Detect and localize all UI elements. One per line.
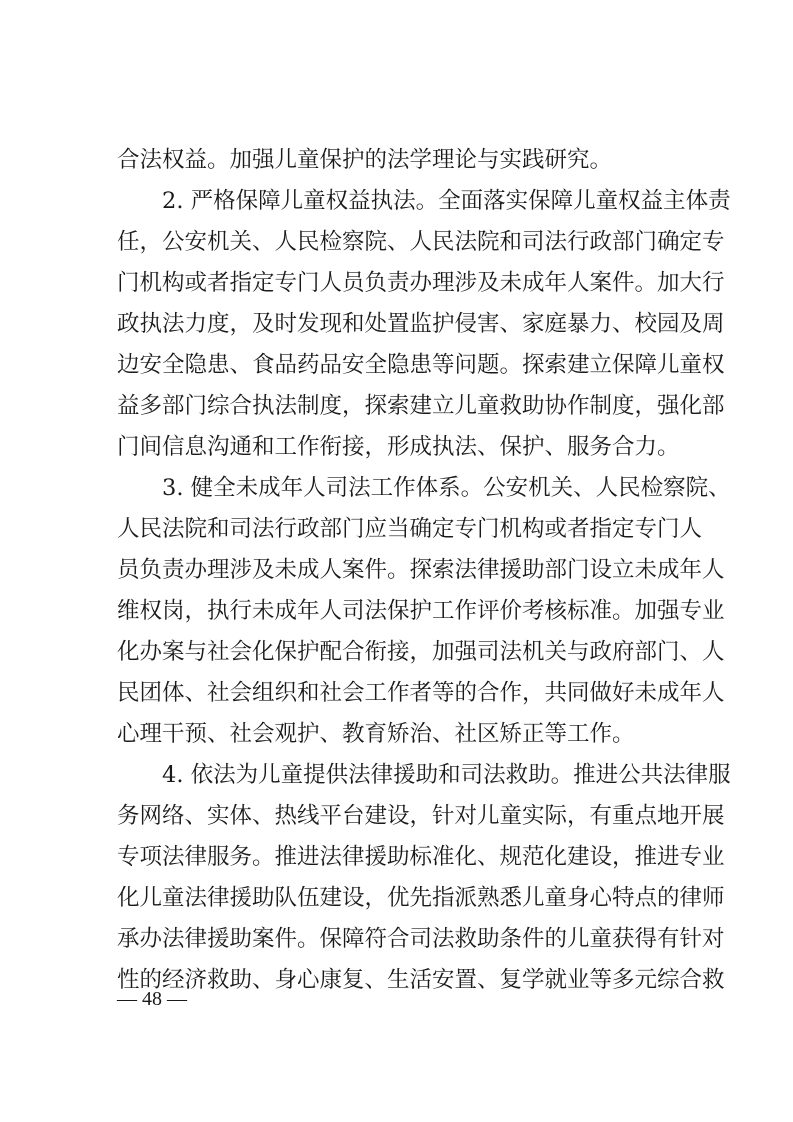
text-line: 务网络、实体、热线平台建设，针对儿童实际，有重点地开展 bbox=[117, 803, 725, 829]
text-line: 专项法律服务。推进法律援助标准化、规范化建设，推进专业 bbox=[117, 844, 725, 870]
text-line: 合法权益。加强儿童保护的法学理论与实践研究。 bbox=[117, 147, 613, 173]
text-line: 民团体、社会组织和社会工作者等的合作，共同做好未成年人 bbox=[117, 680, 725, 706]
text-line: 化办案与社会化保护配合衔接，加强司法机关与政府部门、人 bbox=[117, 639, 725, 665]
text-line: 维权岗，执行未成年人司法保护工作评价考核标准。加强专业 bbox=[117, 598, 725, 624]
text-line: 任，公安机关、人民检察院、人民法院和司法行政部门确定专 bbox=[117, 229, 725, 255]
paragraph-2-heading-line: 2. 严格保障儿童权益执法。全面落实保障儿童权益主体责 bbox=[162, 188, 731, 214]
page-number: — 48 — bbox=[117, 988, 187, 1010]
text-line: 边安全隐患、食品药品安全隐患等问题。探索建立保障儿童权 bbox=[117, 352, 725, 378]
paragraph-4-heading-line: 4. 依法为儿童提供法律援助和司法救助。推进公共法律服 bbox=[162, 762, 731, 788]
text-line: 员负责办理涉及未成人案件。探索法律援助部门设立未成年人 bbox=[117, 557, 725, 583]
text-line: 性的经济救助、身心康复、生活安置、复学就业等多元综合救 bbox=[117, 967, 725, 993]
text-line: 政执法力度，及时发现和处置监护侵害、家庭暴力、校园及周 bbox=[117, 311, 725, 337]
text-line: 心理干预、社会观护、教育矫治、社区矫正等工作。 bbox=[117, 721, 635, 747]
paragraph-3-heading-line: 3. 健全未成年人司法工作体系。公安机关、人民检察院、 bbox=[162, 475, 731, 501]
text-line: 门机构或者指定专门人员负责办理涉及未成年人案件。加大行 bbox=[117, 270, 725, 296]
text-line: 门间信息沟通和工作衔接，形成执法、保护、服务合力。 bbox=[117, 434, 680, 460]
document-body bbox=[117, 140, 731, 1001]
text-line: 化儿童法律援助队伍建设，优先指派熟悉儿童身心特点的律师 bbox=[117, 885, 725, 911]
text-line: 承办法律援助案件。保障符合司法救助条件的儿童获得有针对 bbox=[117, 926, 725, 952]
text-line: 人民法院和司法行政部门应当确定专门机构或者指定专门人 bbox=[117, 516, 703, 542]
text-line: 益多部门综合执法制度，探索建立儿童救助协作制度，强化部 bbox=[117, 393, 725, 419]
